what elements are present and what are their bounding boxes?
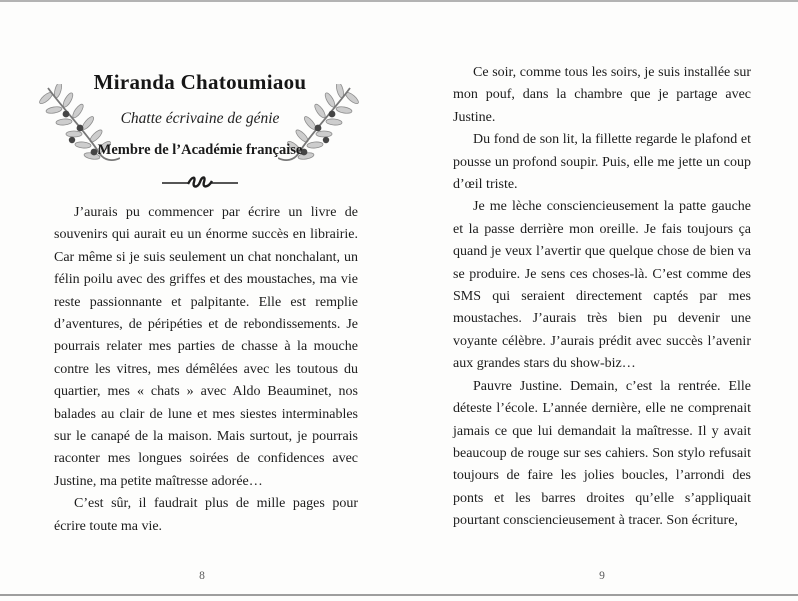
paragraph: Je me lèche consciencieusement la patte gauche et la passe derrière mon oreille. Je fais toujours ça quand je veux l’avertir que quelque chose de bien va se produire. Je sens ces choses-là. C’est comme des SMS qui seraient directement captés par mes moustaches. J’aurais très bien pu devenir une voyante célèbre. J’aurais prédit avec succès l’avenir aux grandes stars du show-biz… xyxy=(453,199,751,372)
top-edge-rule xyxy=(0,0,798,2)
paragraph: Ce soir, comme tous les soirs, je suis installée sur mon pouf, dans la chambre que je partage avec Justine. xyxy=(453,65,751,125)
paragraph: J’aurais pu commencer par écrire un livre de souvenirs qui aurait eu un énorme succès en librairie. Car même si je suis seulement un chat nonchalant, un félin poilu avec des griffes et des moustaches, ma vie reste passionnante et palpitante. Elle est remplie d’aventures, de péripéties et de rebondissements. Je pourrais relater mes parties de chasse à la mouche contre les vitres, mes démêlées avec les toutous du quartier, mes « chats » avec Aldo Beauminet, nos balades au clair de lune et mes siestes interminables sur le canapé de la maison. Mais surtout, je pourrais raconter mes longues soirées de confidences avec Justine, ma petite maîtresse adorée… xyxy=(54,205,358,489)
knot-divider-icon xyxy=(162,175,238,190)
right-page-text xyxy=(453,62,751,533)
page-number-left: 8 xyxy=(199,570,205,582)
chapter-header xyxy=(40,70,360,195)
chapter-subtitle: Chatte écrivaine de génie xyxy=(120,110,280,127)
paragraph: Du fond de son lit, la fillette regarde le plafond et pousse un profond soupir. Puis, elle me jette un coup d’œil triste. xyxy=(453,132,751,193)
page-number-right: 9 xyxy=(599,570,605,582)
left-page-text xyxy=(54,202,358,538)
paragraph: C’est sûr, il faudrait plus de mille pages pour écrire toute ma vie. xyxy=(54,496,358,534)
bottom-edge-rule xyxy=(0,594,798,596)
chapter-affiliation: Membre de l’Académie française xyxy=(97,142,303,158)
chapter-title: Miranda Chatoumiaou xyxy=(93,70,307,94)
paragraph: Pauvre Justine. Demain, c’est la rentrée. Elle déteste l’école. L’année dernière, elle ne comprenait jamais ce que lui demandait la maîtresse. Il y avait beaucoup de rouge sur ses cahiers. Son stylo refusait toujours de faire les jolies boucles, l’arrondi des ponts et les barres droites qu’elle s’appliquait pourtant consciencieusement à tracer. Son écriture, xyxy=(453,378,751,529)
